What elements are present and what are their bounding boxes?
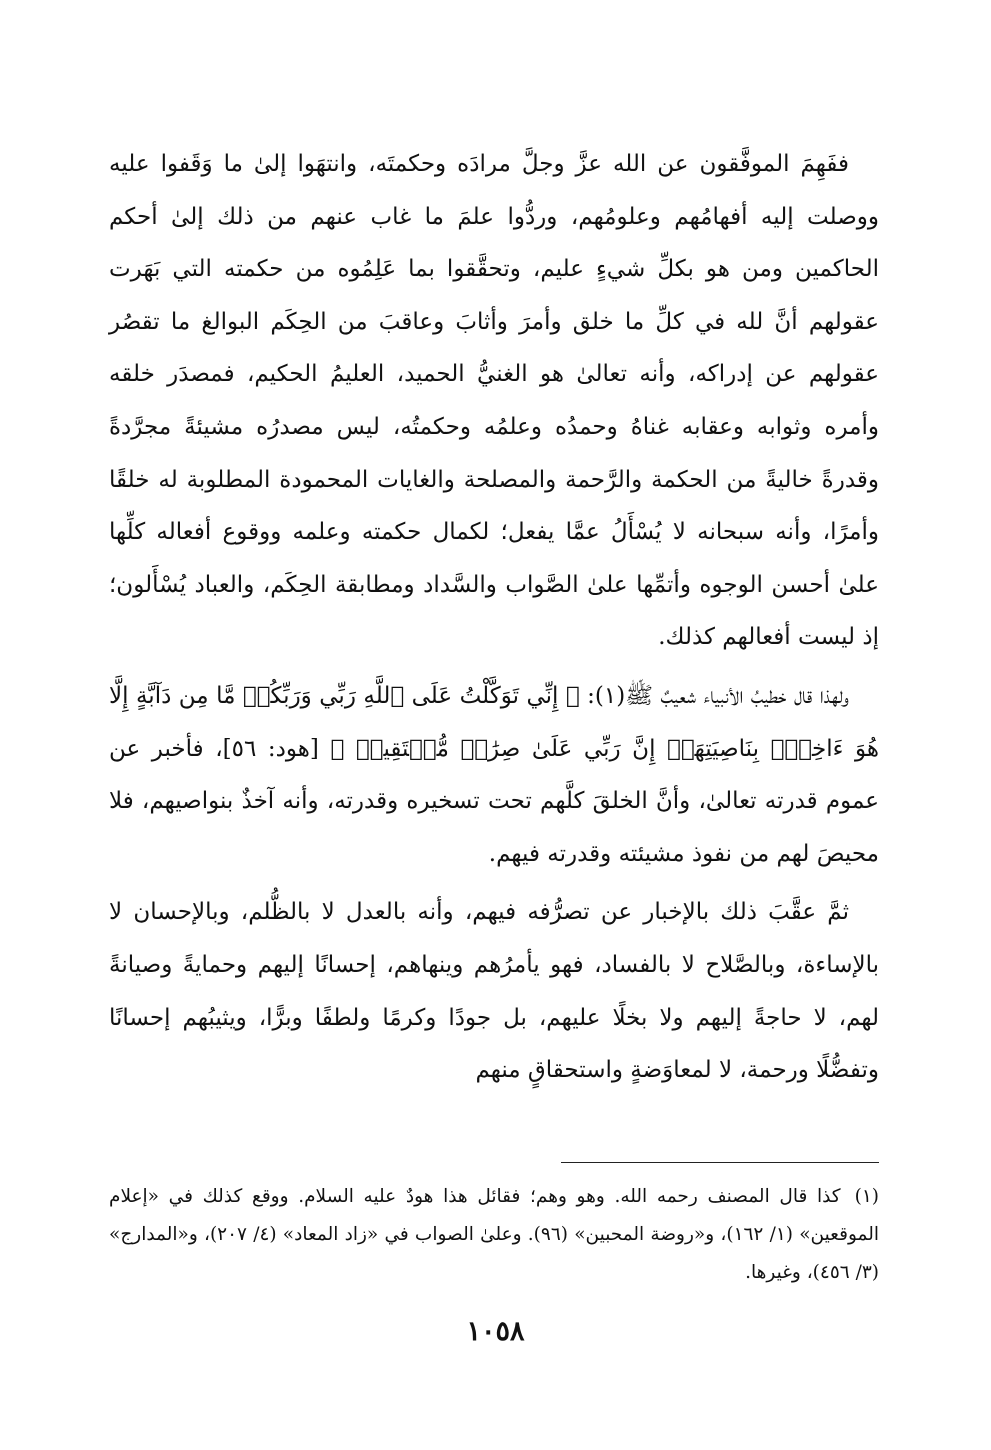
paragraph-justice: ثمَّ عقَّبَ ذلك بالإخبار عن تصرُّفه فيهم، وأنه بالعدل لا بالظُّلم، وبالإحسان لا بالإساءة، وبالصَّلاح لا بالفساد، فهو يأمرُهم وينهاهم، إحسانًا إليهم وحمايةً وصيانةً لهم، لا حاجةً إليهم ولا بخلًا عليهم، بل جودًا وكرمًا ولطفًا وبرًّا، ويثيبُهم إحسانًا وتفضُّلًا ورحمة، لا لمعاوَضةٍ واستحقاقٍ منهم bbox=[109, 899, 879, 1084]
footnote bbox=[109, 1178, 879, 1292]
main-text bbox=[109, 138, 879, 1097]
page-number: ١٠٥٨ bbox=[466, 1316, 525, 1347]
paragraph-wisdom: ففَهِمَ الموفَّقون عن الله عزَّ وجلَّ مرادَه وحكمتَه، وانتهَوا إلىٰ ما وَقَفوا عليه ووصلت إليه أفهامُهم وعلومُهم، وردُّوا علمَ ما غاب عنهم من ذلك إلىٰ أحكم الحاكمين ومن هو بكلِّ شيءٍ عليم، وتحقَّقوا بما عَلِمُوه من حكمته التي بَهَرت عقولهم أنَّ لله في كلِّ ما خلق وأمرَ وأثابَ وعاقبَ من الحِكَم البوالغ ما تقصُر عقولهم عن إدراكه، وأنه تعالىٰ هو الغنيُّ الحميد، العليمُ الحكيم، فمصدَر خلقه وأمره وثوابه وعقابه غناهُ وحمدُه وعلمُه وحكمتُه، ليس مصدرُه مشيئةً مجرَّدةً وقدرةً خاليةً من الحكمة والرَّحمة والمصلحة والغايات المحمودة المطلوبة له خلقًا وأمرًا، وأنه سبحانه لا يُسْأَلُ عمَّا يفعل؛ لكمال حكمته وعلمه ووقوع أفعاله كلِّها علىٰ أحسن الوجوه وأتمِّها علىٰ الصَّواب والسَّداد ومطابقة الحِكَم، والعباد يُسْأَلون؛ إذ ليست أفعالهم كذلك. bbox=[109, 151, 879, 651]
footnote-number: (١) bbox=[854, 1186, 879, 1207]
footnote-text: كذا قال المصنف رحمه الله. وهو وهم؛ فقائل هذا هودٌ عليه السلام. ووقع كذلك في «إعلام الموقعين» (١/ ١٦٢)، و«روضة المحبين» (٩٦). وعلىٰ الصواب في «زاد المعاد» (٤/ ٢٠٧)، و«المدارج» (٣/ ٤٥٦)، وغيرها. bbox=[109, 1186, 879, 1283]
paragraph-shuayb-verse: (١): ﴿ إِنِّي تَوَكَّلْتُ عَلَى ٱللَّهِ رَبِّي وَرَبِّكُمۚ مَّا مِن دَآبَّةٍ إِلَّا هُوَ ءَاخِذُۢ بِنَاصِيَتِهَآۚ إِنَّ رَبِّي عَلَىٰ صِرَٰطٖ مُّسۡتَقِيمٖ ﴾ [هود: ٥٦]، فأخبر عن عموم قدرته تعالىٰ، وأنَّ الخلقَ كلَّهم تحت تسخيره وقدرته، وأنه آخذٌ بنواصيهم، فلا محيصَ لهم من نفوذ مشيئته وقدرته فيهم. bbox=[109, 682, 879, 867]
footnote-divider bbox=[561, 1162, 879, 1163]
paragraph-shuayb-intro: ولهذا قال خطيبُ الأنبياء شعيبٌ ﷺ bbox=[625, 682, 849, 709]
paragraph-shuayb bbox=[109, 670, 879, 880]
